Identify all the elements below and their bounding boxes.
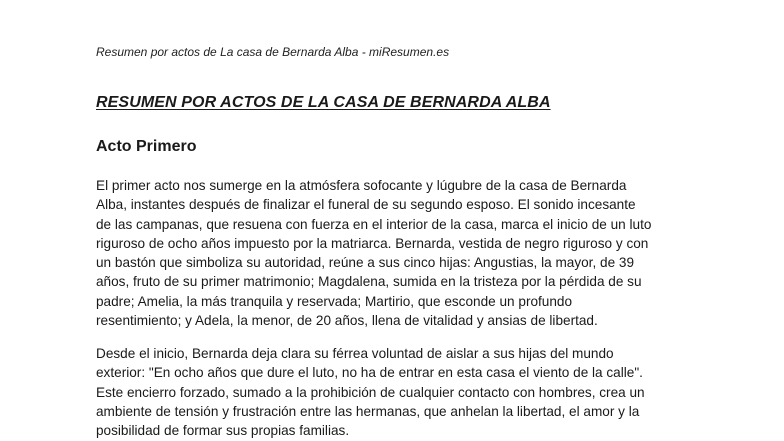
document-title: RESUMEN POR ACTOS DE LA CASA DE BERNARDA ALBA xyxy=(96,94,551,111)
paragraph-line: ambiente de tensión y frustración entre las hermanas, que anhelan la libertad, el amor y la xyxy=(96,403,640,419)
paragraph-line: un bastón que simboliza su autoridad, reúne a sus cinco hijas: Angustias, la mayor, de 39 xyxy=(96,255,635,271)
paragraph-line: riguroso de ocho años impuesto por la matriarca. Bernarda, vestida de negro riguroso y con xyxy=(96,235,649,251)
paragraph-1 xyxy=(96,176,696,330)
paragraph-line: de las campanas, que resuena con fuerza en el interior de la casa, marca el inicio de un luto xyxy=(96,216,652,232)
paragraph-line: El primer acto nos sumerge en la atmósfera sofocante y lúgubre de la casa de Bernarda xyxy=(96,178,627,193)
running-header: Resumen por actos de La casa de Bernarda Alba - miResumen.es xyxy=(96,45,450,59)
paragraph-line: Desde el inicio, Bernarda deja clara su férrea voluntad de aislar a sus hijas del mundo xyxy=(96,346,614,361)
paragraph-2 xyxy=(96,344,696,440)
paragraph-line: Este encierro forzado, sumado a la prohibición de cualquier contacto con hombres, crea un xyxy=(96,384,645,400)
paragraph-line: posibilidad de formar sus propias familias. xyxy=(96,423,350,439)
paragraph-line: padre; Amelia, la más tranquila y reservada; Martirio, que esconde un profundo xyxy=(96,293,573,309)
paragraph-line: Alba, instantes después de finalizar el funeral de su segundo esposo. El sonido incesante xyxy=(96,197,636,213)
section-heading: Acto Primero xyxy=(96,138,197,155)
paragraph-line: años, fruto de su primer matrimonio; Magdalena, sumida en la tristeza por la pérdida de su xyxy=(96,274,642,290)
paragraph-line: exterior: "En ocho años que dure el luto, no ha de entrar en esta casa el viento de la calle". xyxy=(96,365,643,381)
paragraph-line: resentimiento; y Adela, la menor, de 20 años, llena de vitalidad y ansias de libertad. xyxy=(96,313,598,329)
